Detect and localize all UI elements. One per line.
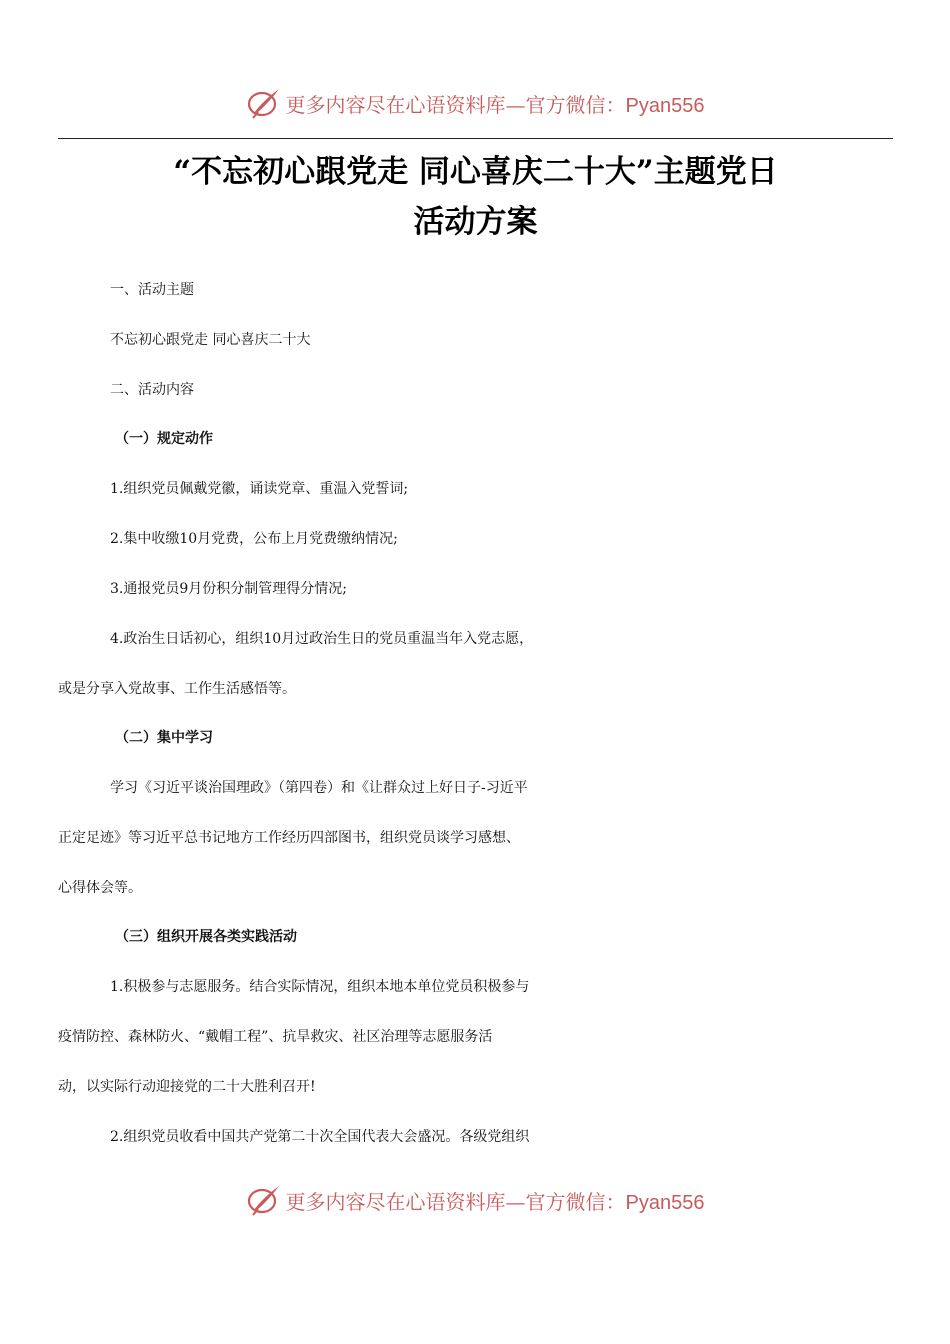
document-title-line2: 活动方案 [413, 204, 538, 240]
paragraph-item2: 2.集中收缴10月党费，公布上月党费缴纳情况; [110, 531, 398, 547]
paragraph-practice1-line3: 动，以实际行动迎接党的二十大胜利召开! [58, 1079, 316, 1095]
quill-pen-logo-icon [246, 1182, 282, 1218]
paragraph-item1: 1.组织党员佩戴党徽，诵读党章、重温入党誓词; [110, 481, 409, 497]
paragraph-item4-line1: 4.政治生日话初心，组织10月过政治生日的党员重温当年入党志愿， [110, 631, 534, 647]
paragraph-practice1-line2: 疫情防控、森林防火、“戴帽工程”、抗旱救灾、社区治理等志愿服务活 [58, 1029, 493, 1045]
paragraph-study-line3: 心得体会等。 [58, 880, 142, 896]
paragraph-study-line2: 正定足迹》等习近平总书记地方工作经历四部图书，组织党员谈学习感想、 [58, 830, 520, 846]
subsection-heading-required: （一）规定动作 [115, 431, 213, 447]
footer-banner [0, 1180, 950, 1220]
theme-text: 不忘初心跟党走 同心喜庆二十大 [110, 332, 311, 348]
section-heading-theme: 一、活动主题 [110, 282, 194, 298]
header-divider [58, 138, 893, 139]
header-banner [0, 83, 950, 123]
paragraph-item3: 3.通报党员9月份积分制管理得分情况; [110, 581, 347, 597]
paragraph-study-line1: 学习《习近平谈治国理政》（第四卷）和《让群众过上好日子-习近平 [110, 780, 528, 796]
section-heading-content: 二、活动内容 [110, 382, 194, 398]
banner-text: 更多内容尽在心语资料库—官方微信：Pyan556 [285, 1189, 705, 1214]
subsection-heading-study: （二）集中学习 [115, 730, 213, 746]
document-title-line1: “不忘初心跟党走 同心喜庆二十大”主题党日 [173, 154, 778, 190]
paragraph-practice2-line1: 2.组织党员收看中国共产党第二十次全国代表大会盛况。各级党组织 [110, 1129, 530, 1145]
paragraph-item4-line2: 或是分享入党故事、工作生活感悟等。 [58, 681, 296, 697]
banner-text: 更多内容尽在心语资料库—官方微信：Pyan556 [285, 92, 705, 117]
paragraph-practice1-line1: 1.积极参与志愿服务。结合实际情况，组织本地本单位党员积极参与 [110, 979, 530, 995]
quill-pen-logo-icon [246, 85, 282, 121]
subsection-heading-practice: （三）组织开展各类实践活动 [115, 929, 297, 945]
